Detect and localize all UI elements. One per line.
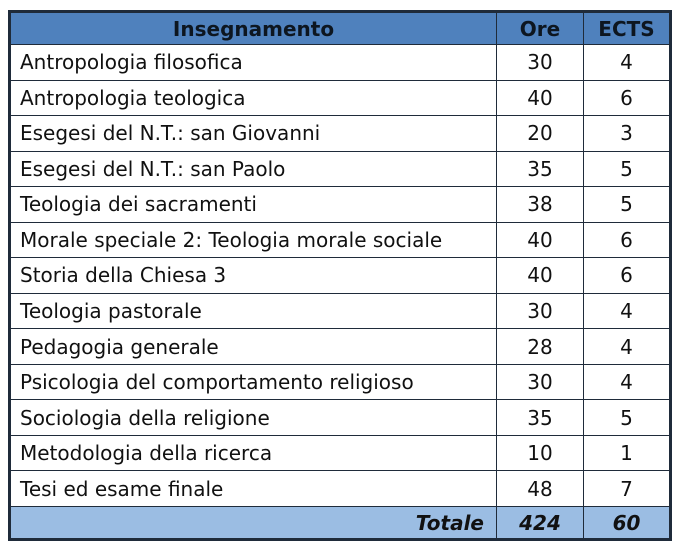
- course-name: Psicologia del comportamento religioso: [10, 364, 497, 400]
- course-credits: 4: [584, 293, 671, 329]
- course-name: Teologia pastorale: [10, 293, 497, 329]
- course-table: [8, 10, 672, 541]
- total-row: [10, 507, 671, 540]
- table-row: [10, 258, 671, 294]
- course-name: Morale speciale 2: Teologia morale sociale: [10, 222, 497, 258]
- course-hours: 35: [497, 400, 584, 436]
- course-hours: 40: [497, 80, 584, 116]
- course-hours: 35: [497, 151, 584, 187]
- course-name: Esegesi del N.T.: san Paolo: [10, 151, 497, 187]
- course-name: Sociologia della religione: [10, 400, 497, 436]
- course-credits: 5: [584, 151, 671, 187]
- course-name: Teologia dei sacramenti: [10, 187, 497, 223]
- header-hours: Ore: [497, 12, 584, 45]
- table-row: [10, 116, 671, 152]
- course-credits: 4: [584, 329, 671, 365]
- total-hours: 424: [497, 507, 584, 540]
- table-row: [10, 151, 671, 187]
- course-credits: 4: [584, 364, 671, 400]
- table-row: [10, 329, 671, 365]
- course-hours: 20: [497, 116, 584, 152]
- table-row: [10, 471, 671, 507]
- course-credits: 6: [584, 258, 671, 294]
- course-name: Storia della Chiesa 3: [10, 258, 497, 294]
- course-credits: 4: [584, 45, 671, 81]
- course-credits: 6: [584, 80, 671, 116]
- table-row: [10, 45, 671, 81]
- table-row: [10, 364, 671, 400]
- course-credits: 7: [584, 471, 671, 507]
- course-name: Pedagogia generale: [10, 329, 497, 365]
- table-row: [10, 80, 671, 116]
- course-hours: 10: [497, 435, 584, 471]
- table-header-row: [10, 12, 671, 45]
- course-hours: 40: [497, 258, 584, 294]
- table-row: [10, 435, 671, 471]
- header-course: Insegnamento: [10, 12, 497, 45]
- course-name: Antropologia teologica: [10, 80, 497, 116]
- header-credits: ECTS: [584, 12, 671, 45]
- course-credits: 6: [584, 222, 671, 258]
- course-credits: 3: [584, 116, 671, 152]
- course-credits: 5: [584, 187, 671, 223]
- course-credits: 5: [584, 400, 671, 436]
- course-name: Esegesi del N.T.: san Giovanni: [10, 116, 497, 152]
- course-hours: 48: [497, 471, 584, 507]
- course-credits: 1: [584, 435, 671, 471]
- course-name: Tesi ed esame finale: [10, 471, 497, 507]
- course-hours: 38: [497, 187, 584, 223]
- total-credits: 60: [584, 507, 671, 540]
- course-name: Metodologia della ricerca: [10, 435, 497, 471]
- course-hours: 28: [497, 329, 584, 365]
- table-row: [10, 400, 671, 436]
- table-row: [10, 222, 671, 258]
- table-row: [10, 293, 671, 329]
- course-hours: 30: [497, 293, 584, 329]
- course-hours: 30: [497, 364, 584, 400]
- course-hours: 40: [497, 222, 584, 258]
- course-name: Antropologia filosofica: [10, 45, 497, 81]
- table-row: [10, 187, 671, 223]
- total-label: Totale: [10, 507, 497, 540]
- course-hours: 30: [497, 45, 584, 81]
